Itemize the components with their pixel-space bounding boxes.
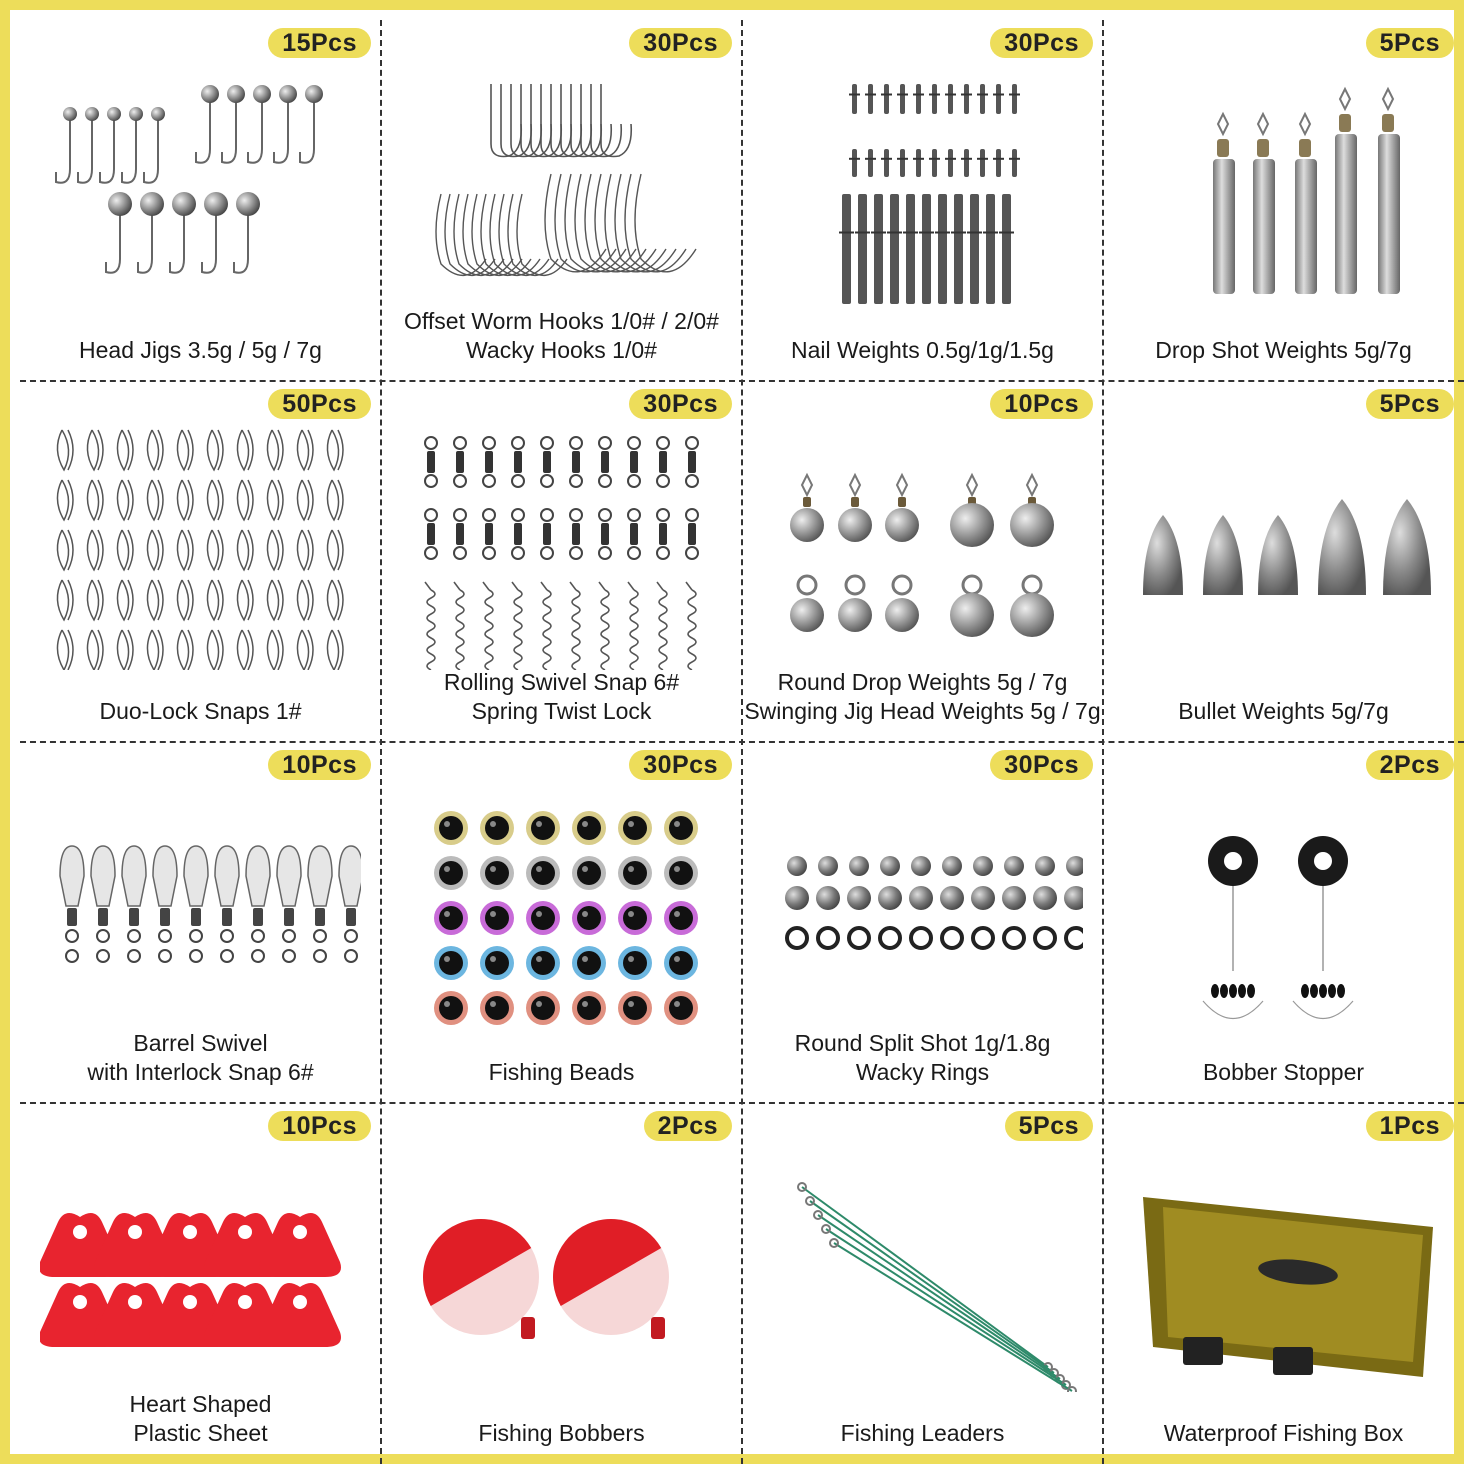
product-label-line: Swinging Jig Head Weights 5g / 7g: [744, 698, 1101, 724]
quantity-badge: 5Pcs: [1366, 28, 1454, 58]
product-label-line: Plastic Sheet: [133, 1420, 268, 1446]
product-label-line: with Interlock Snap 6#: [87, 1059, 314, 1085]
rolling-swivel-icon: [401, 425, 722, 670]
product-label: [742, 336, 1103, 365]
product-label: [1103, 1058, 1464, 1087]
fishing-leaders-icon: [762, 1147, 1083, 1392]
product-label: [742, 668, 1103, 726]
product-label-line: Heart Shaped: [129, 1391, 272, 1417]
product-label-line: Head Jigs 3.5g / 5g / 7g: [79, 337, 322, 363]
quantity-badge: 30Pcs: [990, 750, 1093, 780]
quantity-badge: 5Pcs: [1366, 389, 1454, 419]
product-cell: [381, 381, 742, 742]
product-cell: [381, 742, 742, 1103]
nail-weights-icon: [762, 64, 1083, 309]
barrel-swivel-icon: [40, 786, 361, 1031]
product-label-line: Round Split Shot 1g/1.8g: [794, 1030, 1051, 1056]
round-drop-weights-icon: [762, 425, 1083, 670]
product-cell: [742, 1103, 1103, 1464]
quantity-badge: 30Pcs: [990, 28, 1093, 58]
fishing-bobbers-icon: [401, 1147, 722, 1392]
product-label-line: Rolling Swivel Snap 6#: [443, 669, 680, 695]
product-label-line: Barrel Swivel: [133, 1030, 268, 1056]
product-label-line: Nail Weights 0.5g/1g/1.5g: [791, 337, 1054, 363]
quantity-badge: 10Pcs: [268, 750, 371, 780]
product-label-line: Spring Twist Lock: [471, 698, 652, 724]
product-label: [1103, 697, 1464, 726]
quantity-badge: 2Pcs: [1366, 750, 1454, 780]
product-label: [20, 697, 381, 726]
hooks-icon: [401, 64, 722, 309]
product-cell: [20, 20, 381, 381]
quantity-badge: 30Pcs: [629, 389, 732, 419]
product-label-line: Offset Worm Hooks 1/0# / 2/0#: [404, 308, 719, 334]
product-label-line: Fishing Beads: [488, 1059, 635, 1085]
product-label: [381, 1419, 742, 1448]
product-label-line: Round Drop Weights 5g / 7g: [777, 669, 1068, 695]
drop-shot-weights-icon: [1123, 64, 1444, 309]
tackle-box-icon: [1123, 1147, 1444, 1392]
product-cell: [1103, 20, 1464, 381]
head-jigs-icon: [40, 64, 361, 309]
product-label-line: Bullet Weights 5g/7g: [1178, 698, 1389, 724]
product-label: [20, 1029, 381, 1087]
product-cell: [1103, 381, 1464, 742]
duo-lock-snaps-icon: [40, 425, 361, 670]
product-label: [1103, 1419, 1464, 1448]
bullet-weights-icon: [1123, 425, 1444, 670]
product-label: [381, 307, 742, 365]
product-label-line: Duo-Lock Snaps 1#: [99, 698, 302, 724]
product-cell: [381, 1103, 742, 1464]
product-cell: [742, 381, 1103, 742]
bobber-stopper-icon: [1123, 786, 1444, 1031]
product-label-line: Drop Shot Weights 5g/7g: [1155, 337, 1412, 363]
product-cell: [20, 1103, 381, 1464]
product-label-line: Fishing Bobbers: [478, 1420, 645, 1446]
quantity-badge: 15Pcs: [268, 28, 371, 58]
quantity-badge: 10Pcs: [990, 389, 1093, 419]
quantity-badge: 1Pcs: [1366, 1111, 1454, 1141]
product-label: [20, 1390, 381, 1448]
product-label: [742, 1029, 1103, 1087]
product-cell: [742, 742, 1103, 1103]
product-label-line: Bobber Stopper: [1202, 1059, 1365, 1085]
quantity-badge: 2Pcs: [644, 1111, 732, 1141]
product-cell: [20, 381, 381, 742]
product-cell: [381, 20, 742, 381]
quantity-badge: 30Pcs: [629, 28, 732, 58]
product-label: [1103, 336, 1464, 365]
product-label: [381, 1058, 742, 1087]
quantity-badge: 50Pcs: [268, 389, 371, 419]
quantity-badge: 5Pcs: [1005, 1111, 1093, 1141]
product-label-line: Fishing Leaders: [840, 1420, 1005, 1446]
heart-sheet-icon: [40, 1147, 361, 1392]
product-cell: [1103, 742, 1464, 1103]
product-label: [381, 668, 742, 726]
product-cell: [20, 742, 381, 1103]
product-label-line: Wacky Rings: [855, 1059, 990, 1085]
fishing-beads-icon: [401, 786, 722, 1031]
product-grid: [20, 20, 1464, 1464]
split-shot-icon: [762, 786, 1083, 1031]
product-label: [742, 1419, 1103, 1448]
product-label: [20, 336, 381, 365]
product-label-line: Waterproof Fishing Box: [1163, 1420, 1404, 1446]
quantity-badge: 30Pcs: [629, 750, 732, 780]
product-cell: [742, 20, 1103, 381]
quantity-badge: 10Pcs: [268, 1111, 371, 1141]
product-label-line: Wacky Hooks 1/0#: [466, 337, 657, 363]
product-cell: [1103, 1103, 1464, 1464]
